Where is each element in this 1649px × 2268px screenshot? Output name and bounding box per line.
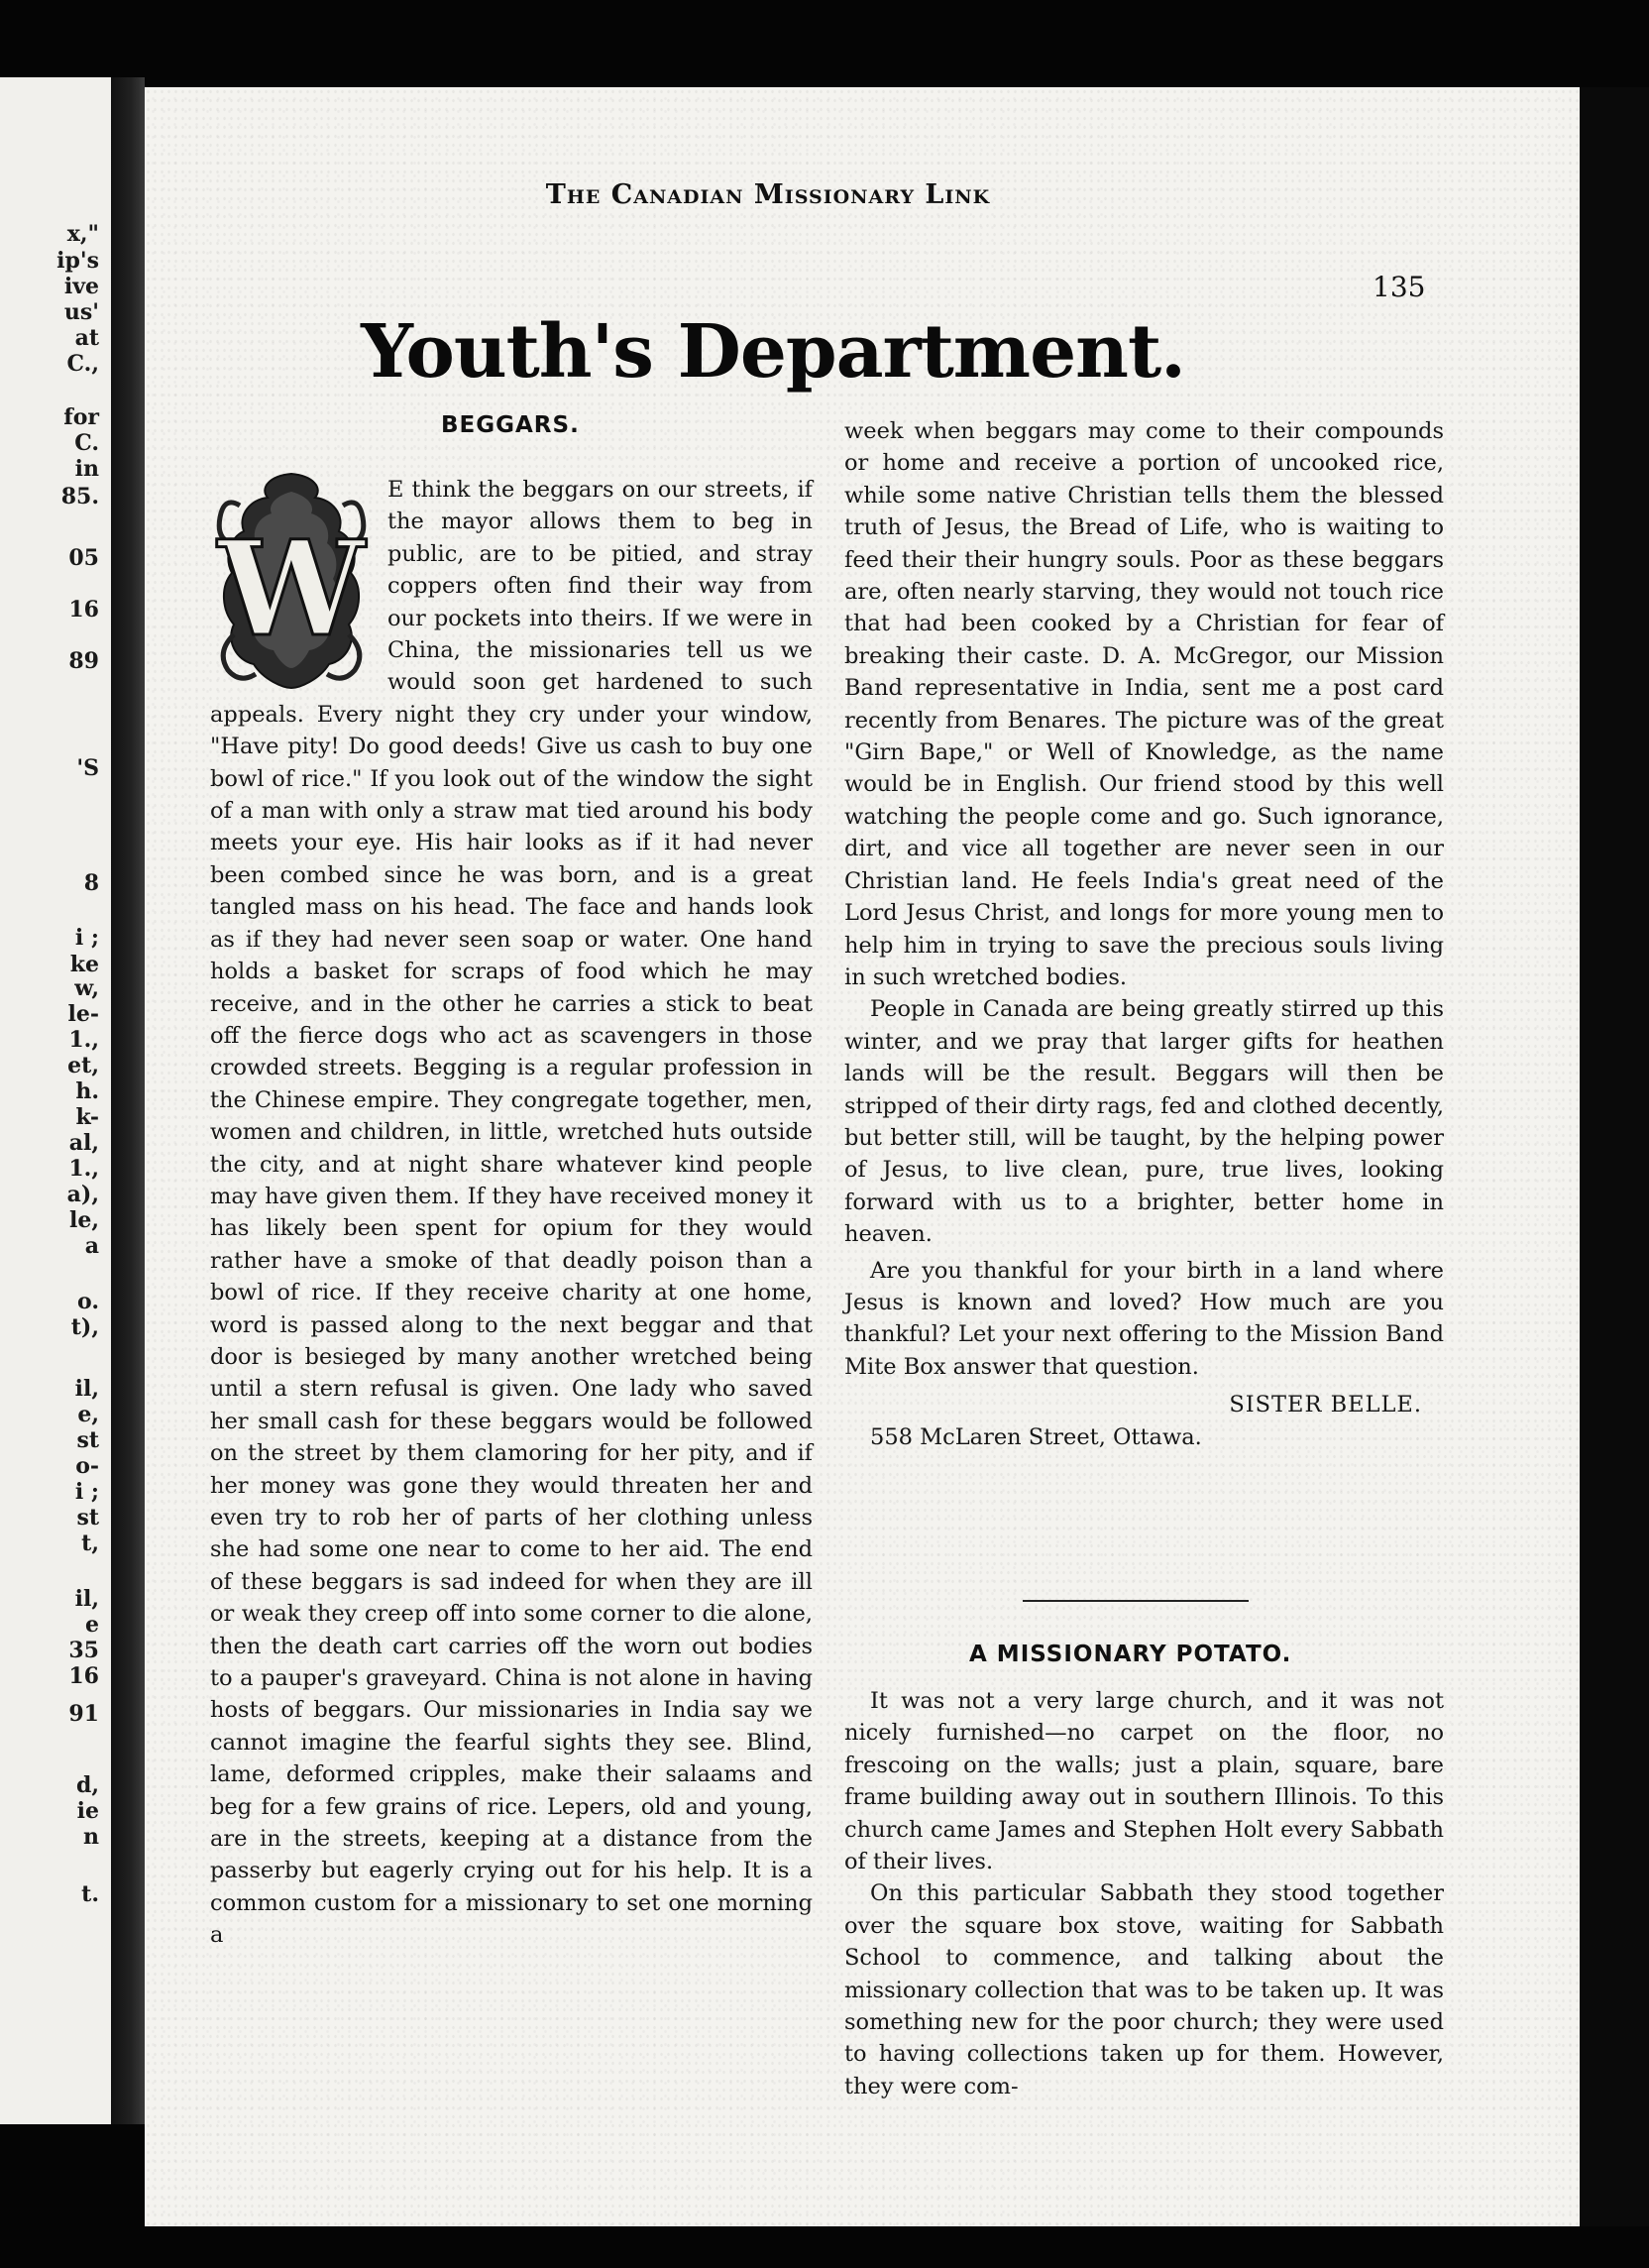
potato-column (844, 1685, 1444, 2102)
facing-page-text-fragment: at (74, 325, 99, 351)
facing-page-text-fragment: e, (77, 1402, 99, 1427)
facing-page-text-fragment: le, (68, 1207, 99, 1233)
beggars-paragraph-4: Are you thankful for your birth in a land where Jesus is known and loved? How much are you thankful? Let your next offering to the Mission Band Mite Box answer that question. (844, 1257, 1444, 1380)
facing-page-text-fragment: 1., (68, 1027, 99, 1053)
facing-page-text-fragment: o- (75, 1453, 99, 1479)
facing-page-text-fragment: et, (67, 1053, 99, 1078)
page-number: 135 (1373, 271, 1426, 303)
facing-page-text-fragment: ip's (56, 248, 99, 274)
facing-page-text-fragment: us' (63, 299, 99, 325)
facing-page-text-fragment: al, (68, 1130, 99, 1156)
book-spine (111, 77, 145, 2124)
facing-page-text-fragment: i ; (74, 925, 99, 951)
facing-page-text-fragment: C., (66, 351, 99, 377)
facing-page-text-fragment: t), (70, 1314, 99, 1340)
facing-page-text-fragment: a), (66, 1182, 99, 1207)
facing-page-text-fragment: e (85, 1612, 99, 1638)
facing-page-text-fragment: 35 (68, 1638, 99, 1663)
left-column (210, 474, 813, 1952)
facing-page-text-fragment: n (83, 1824, 99, 1850)
facing-page-text-fragment: 1., (68, 1156, 99, 1182)
facing-page-text-fragment: x," (66, 221, 99, 247)
section-divider (1023, 1600, 1249, 1602)
facing-page-text-fragment: d, (75, 1772, 99, 1798)
facing-page-text-fragment: le- (67, 1001, 99, 1027)
facing-page-text-fragment: i ; (74, 1479, 99, 1505)
potato-paragraph-1: It was not a very large church, and it was not nicely furnished—no carpet on the floor, no frescoing on the walls; just a plain, square, bare frame building away out in southern Illinois. To this church came James and Stephen Holt every Sabbath of their lives. (844, 1688, 1444, 1875)
facing-page-text-fragment: a (84, 1233, 99, 1259)
facing-page-text-fragment: 16 (68, 1663, 99, 1689)
facing-page-text-fragment: st (76, 1427, 99, 1453)
signature-address: 558 McLaren Street, Ottawa. (870, 1423, 1202, 1450)
potato-paragraph-2: On this particular Sabbath they stood together over the square box stove, waiting for Sabbath School to commence, and talking about the missionary collection that was to be taken up. It was something new for the poor church; they were used to having collections taken up for them. However, they were com- (844, 1880, 1444, 2099)
facing-page-text-fragment: ke (69, 952, 99, 977)
article-heading-beggars: BEGGARS. (441, 412, 580, 438)
drop-cap-ornament (210, 466, 374, 694)
facing-page-text-fragment: ie (76, 1798, 99, 1824)
ornamental-drop-cap (210, 466, 374, 694)
facing-page-text-fragment: 8 (83, 870, 99, 896)
facing-page-text-fragment: il, (74, 1586, 99, 1612)
facing-page-text-fragment: 91 (68, 1701, 99, 1727)
scan-border (1580, 87, 1649, 2226)
beggars-paragraph-3: People in Canada are being greatly stirred up this winter, and we pray that larger gifts for heathen lands will be the result. Beggars will then be stripped of their dirty rags, fed and clothed decently, but better still, will be taught, by the helping power of Jesus, to live clean, pure, true lives, looking forward with us to a brighter, better home in heaven. (844, 996, 1444, 1248)
facing-page-text-fragment: in (74, 456, 99, 482)
facing-page-text-fragment: 16 (68, 597, 99, 623)
running-header: The Canadian Missionary Link (545, 179, 991, 210)
drop-cap-letter: W (217, 512, 366, 666)
facing-page-text-fragment: t, (81, 1531, 99, 1556)
facing-page-text-fragment: il, (74, 1376, 99, 1402)
facing-page-text-fragment: w, (74, 975, 99, 1001)
beggars-paragraph-1: E think the beggars on our streets, if the mayor allows them to beg in public, are to be pitied, and stray coppers often find their way from our pockets into theirs. If we were in China, the missionaries tell us we would soon get hardened to such appeals. Every night they cry under your window, "Have pity! Do good deeds! Give us cash to buy one bowl of rice." If you look out of the window the sight of a man with only a straw mat tied around his body meets your eye. His hair looks as if it had never been combed since he was born, and is a great tangled mass on his head. The face and hands look as if they had never seen soap or water. One hand holds a basket for scraps of food which he may receive, and in the other he carries a stick to beat off the fierce dogs who act as scavengers in those crowded streets. Begging is a regular profession in the Chinese empire. They congregate together, men, women and children, in little, wretched huts outside the city, and at night share whatever kind people may have given them. If they have received money it has likely been spent for opium for they would rather have a smoke of that deadly poison than a bowl of rice. If they receive charity at one home, word is passed along to the next beggar and that door is besieged by many another wretched being until a stern refusal is given. One lady who saved her small cash for these beggars would be followed on the street by them clamoring for her pity, and if her money was gone they would threaten her and even try to rob her of parts of her clothing unless she had some one near to come to her aid. The end of these beggars is sad indeed for when they are ill or weak they creep off into some corner to die alone, then the death cart carries off the worn out bodies to a pauper's graveyard. China is not alone in having hosts of beggars. Our missionaries in India say we cannot imagine the fearful sights they see. Blind, lame, deformed cripples, make their salaams and beg for a few grains of rice. Lepers, old and young, are in the streets, keeping at a distance from the passerby but eagerly crying out for his help. It is a common custom for a missionary to set one morning a (210, 477, 813, 1949)
department-title: Youth's Department. (361, 309, 1185, 395)
article-heading-potato: A MISSIONARY POTATO. (969, 1642, 1292, 1667)
right-column (844, 415, 1444, 1453)
facing-page-text-fragment: 'S (76, 755, 99, 781)
beggars-paragraph-2: week when beggars may come to their compounds or home and receive a portion of uncooked rice, while some native Christian tells them the blessed truth of Jesus, the Bread of Life, who is waiting to feed their their hungry souls. Poor as these beggars are, often nearly starving, they would not touch rice that had been cooked by a Christian for fear of breaking their caste. D. A. McGregor, our Mission Band representative in India, sent me a post card recently from Benares. The picture was of the great "Girn Bape," or Well of Knowledge, as the name would be in English. Our friend stood by this well watching the people come and go. Such ignorance, dirt, and vice all together are never seen in our Christian land. He feels India's great need of the Lord Jesus Christ, and longs for more young men to help him in trying to save the precious souls living in such wretched bodies. (844, 418, 1444, 990)
facing-page-margin (0, 77, 111, 2124)
facing-page-text-fragment: o. (77, 1289, 99, 1314)
signature: SISTER BELLE. (1229, 1392, 1422, 1418)
facing-page-text-fragment: C. (74, 430, 99, 456)
facing-page-text-fragment: st (76, 1505, 99, 1531)
facing-page-text-fragment: h. (75, 1078, 99, 1104)
facing-page-text-fragment: for (63, 404, 99, 430)
facing-page-text-fragment: k- (75, 1104, 99, 1130)
facing-page-text-fragment: ive (63, 274, 99, 299)
facing-page-text-fragment: 89 (68, 648, 99, 674)
facing-page-text-fragment: t. (81, 1881, 99, 1907)
facing-page-text-fragment: 05 (68, 545, 99, 571)
facing-page-text-fragment: 85. (60, 484, 99, 510)
